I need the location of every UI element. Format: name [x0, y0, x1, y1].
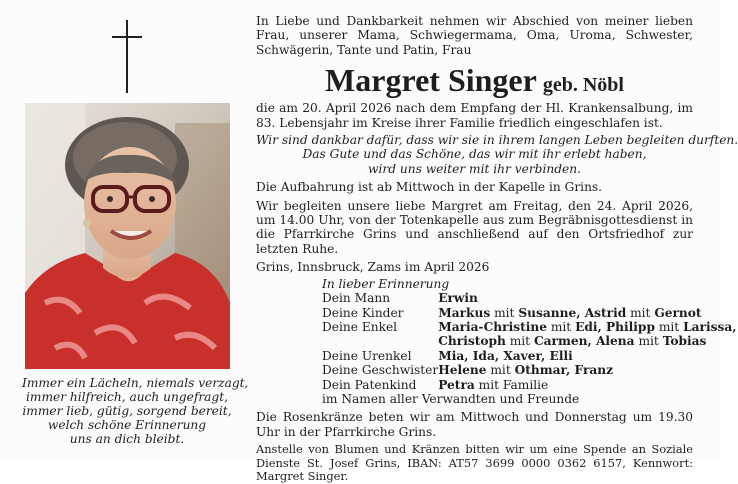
family-row	[322, 306, 736, 320]
family-outro: im Namen aller Verwandten und Freunde	[322, 391, 580, 406]
family-connector: mit	[486, 363, 515, 378]
family-members	[438, 363, 736, 377]
place-date: Grins, Innsbruck, Zams im April 2026	[256, 260, 490, 275]
family-connector: mit	[654, 319, 684, 334]
quote-line: Das Gute und das Schöne, das wir mit ihr erlebt haben,	[302, 147, 647, 162]
cross-icon	[112, 20, 142, 93]
family-relation-label: Deine Kinder	[322, 305, 404, 320]
family-connector: mit	[505, 334, 534, 349]
family-member-name: Tobias	[662, 334, 707, 349]
family-relation-label	[322, 334, 438, 348]
family-member-name: Erwin	[438, 291, 478, 306]
funeral-text: Wir begleiten unsere liebe Margret am Freitag, den 24. April 2026, um 14.00 Uhr, von der Totenkapelle aus zum Begräbnisgottesdienst in die Pfarrkirche Grins und anschließend auf den Ortsfriedhof zur letzten Ruhe.	[256, 198, 693, 256]
family-connector: mit	[626, 305, 655, 320]
family-member-name: Edi, Philipp	[575, 319, 655, 334]
family-connector: mit	[634, 334, 663, 349]
poem-line: welch schöne Erinnerung	[47, 418, 207, 432]
family-member-name: Othmar, Franz	[514, 363, 614, 378]
family-relation-label: Deine Geschwister	[322, 363, 439, 378]
family-members	[438, 320, 736, 334]
family-row	[322, 291, 736, 305]
death-text: die am 20. April 2026 nach dem Empfang der Hl. Krankensalbung, im 83. Lebensjahr im Kreise ihrer Familie friedlich eingeschlafen ist.	[256, 101, 693, 130]
donation-text: Anstelle von Blumen und Kränzen bitten wir um eine Spende an Soziale Dienste St. Josef Grins, IBAN: AT57 3699 0000 0362 6157, Kennwort: Margret Singer.	[256, 442, 693, 484]
notice-text	[256, 14, 738, 484]
quote-line: Wir sind dankbar dafür, dass wir sie in ihrem langen Leben begleiten durften.	[256, 133, 738, 148]
family-relation-label: Dein Mann	[322, 291, 391, 306]
family-members	[438, 291, 736, 305]
family-relation-label: Deine Urenkel	[322, 348, 412, 363]
deceased-name: Margret Singer	[325, 62, 537, 99]
family-member-name: Petra	[438, 377, 475, 392]
family-row	[322, 363, 736, 377]
family-row	[322, 378, 736, 392]
viewing-text: Die Aufbahrung ist ab Mittwoch in der Kapelle in Grins.	[256, 180, 603, 195]
family-row	[322, 334, 736, 348]
family-members	[438, 334, 736, 348]
family-relation-label: Dein Patenkind	[322, 377, 417, 392]
family-row	[322, 349, 736, 363]
family-relation-label: Deine Enkel	[322, 319, 398, 334]
poem-line: immer hilfreich, auch ungefragt,	[26, 390, 228, 404]
family-connector: mit	[546, 319, 576, 334]
family-intro: In lieber Erinnerung	[322, 276, 450, 291]
family-member-name: Larissa,	[683, 319, 737, 334]
poem	[22, 376, 249, 446]
family-list	[322, 276, 737, 407]
quote-line: wird uns weiter mit ihr verbinden.	[368, 161, 581, 176]
family-member-name: Susanne, Astrid	[518, 305, 627, 320]
poem-line: Immer ein Lächeln, niemals verzagt,	[22, 376, 249, 390]
family-member-name: Christoph	[438, 334, 506, 349]
intro-text: In Liebe und Dankbarkeit nehmen wir Abschied von meiner lieben Frau, unserer Mama, Schwiegermama, Oma, Uroma, Schwester, Schwägerin, Tante und Patin, Frau	[256, 14, 693, 57]
family-member-name: Gernot	[654, 305, 702, 320]
rosary-text: Die Rosenkränze beten wir am Mittwoch und Donnerstag um 19.30 Uhr in der Pfarrkirche Grins.	[256, 410, 693, 439]
family-member-name: Markus	[438, 305, 491, 320]
family-member-name: Helene	[438, 363, 487, 378]
family-member-name: Mia, Ida, Xaver, Elli	[438, 348, 573, 363]
poem-line: uns an dich bleibt.	[69, 432, 185, 446]
family-members	[438, 349, 736, 363]
portrait-photo	[25, 103, 230, 369]
quote	[256, 133, 738, 176]
family-member-name: Carmen, Alena	[533, 334, 635, 349]
family-table	[322, 291, 736, 392]
birth-name: geb. Nöbl	[542, 74, 624, 97]
family-member-name: Maria-Christine	[438, 319, 547, 334]
family-row	[322, 320, 736, 334]
family-connector: mit Familie	[474, 377, 549, 392]
family-members	[438, 378, 736, 392]
family-connector: mit	[490, 305, 519, 320]
family-members	[438, 306, 736, 320]
poem-line: immer lieb, gütig, sorgend bereit,	[22, 404, 232, 418]
deceased-name-heading	[256, 63, 693, 97]
